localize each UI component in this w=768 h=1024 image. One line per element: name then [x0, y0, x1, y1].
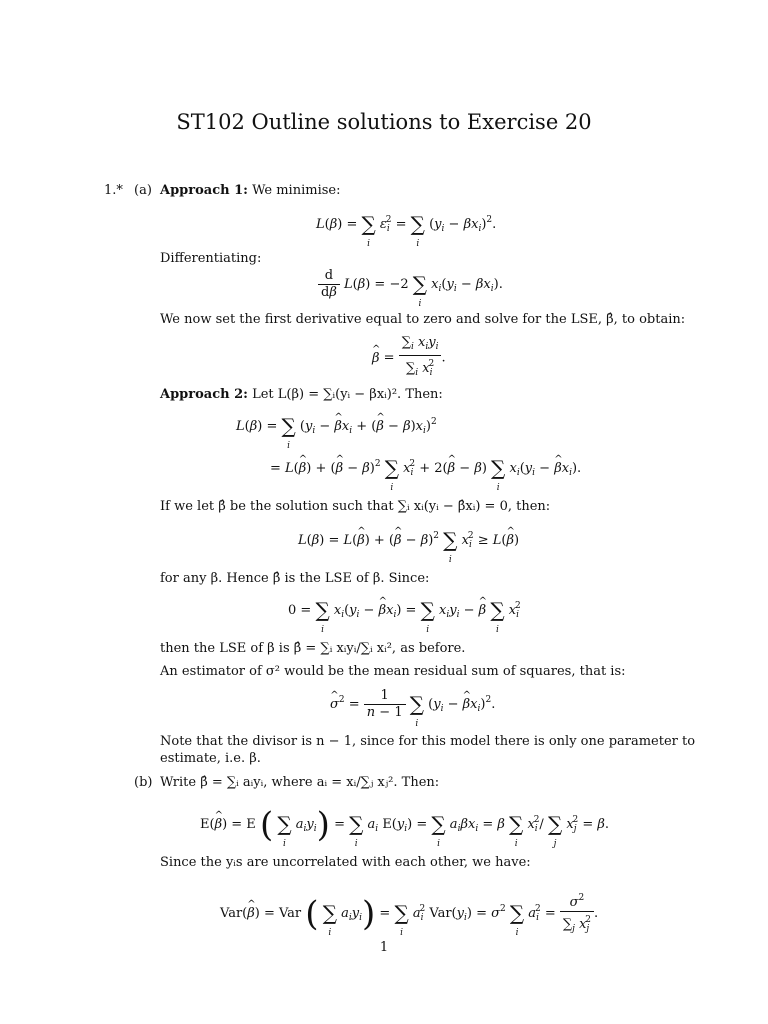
approach1-line [160, 183, 340, 199]
then-lse-text: then the LSE of β is β̂ = ∑ᵢ xᵢyᵢ/∑ᵢ xᵢ², as before. [160, 641, 466, 656]
question-number: 1.* [104, 183, 123, 198]
equation-expectation: E(^ β) = E ( ∑ i $a_iy_i$) = ∑ i $a_i$ $E(y_i)$ = ∑ i $a_i\beta x_i = \beta$ ∑ i $x_i^2/$ ∑ j $x_j^2 = \beta$. [200, 812, 609, 837]
equation-inequality: L(β) = L(^ β) + (^ β − β)$^2$ ∑ i $x_i^2$ ≥ L(^ β) [298, 528, 519, 553]
uncorrelated-text: Since the yᵢs are uncorrelated with each other, we have: [160, 855, 531, 870]
if-we-let-text: If we let β̂ be the solution such that ∑ᵢ xᵢ(yᵢ − β̂xᵢ) = 0, then: [160, 499, 551, 514]
equation-beta-hat: ^ β = $\frac{\sum_i x_iy_i}{\sum_i x_i^2}$ . [372, 335, 446, 381]
equation-variance: Var(^ β) = Var ( ∑ i $a_iy_i$) = ∑ i $a_i^2$ $Var(y_i) = \sigma^2$ ∑ i $a_i^2$ = $\frac{\sigma^2}{\sum_j x_j^2}$ . [220, 890, 598, 937]
page-number: 1 [379, 940, 389, 955]
equation-expansion-1: L(β) = ∑ i ($y_i$ − ^ $\beta x_i$ + (^ $\beta - \beta)x_i)^2$ [236, 414, 437, 439]
for-any-text: for any β. Hence β̂ is the LSE of β. Since: [160, 571, 430, 586]
approach2-intro: Let L(β) = ∑ᵢ(yᵢ − βxᵢ)². Then: [252, 387, 443, 402]
part-a-label: (a) [134, 183, 152, 198]
part-b-label: (b) [134, 775, 153, 790]
approach1-intro: We minimise: [252, 183, 341, 198]
page-title: ST102 Outline solutions to Exercise 20 [176, 110, 592, 134]
equation-derivative: $\frac{d}{d\beta}$ L(β) = −2 ∑ i $x_i(y_i - \beta x_i)$. [318, 268, 503, 301]
approach2-line [160, 387, 443, 403]
differentiating-text: Differentiating: [160, 251, 262, 266]
equation-objective: L(β) = ∑ i $\varepsilon_i^2$ = ∑ i $(y_i - \beta x_i)^2$. [316, 212, 497, 249]
set-derivative-text: We now set the first derivative equal to zero and solve for the LSE, β̂, to obtain: [160, 312, 686, 327]
note-line-2: estimate, i.e. β. [160, 751, 261, 766]
write-beta-text: Write β̂ = ∑ᵢ aᵢyᵢ, where aᵢ = xᵢ/∑ⱼ xⱼ². Then: [160, 775, 440, 790]
note-line-1: Note that the divisor is n − 1, since for this model there is only one parameter to [160, 734, 696, 749]
estimator-sigma-text: An estimator of σ² would be the mean residual sum of squares, that is: [160, 664, 626, 679]
approach1-label: Approach 1: [160, 183, 248, 198]
equation-sigma-hat: ^ $\sigma^2$ = $\frac{1}{n - 1}$ ∑ i ($y_i$ − ^ $\beta x_i)^2$. [330, 688, 495, 721]
equation-normal: 0 = ∑ i $x_i(y_i$ − ^ $\beta x_i$) = ∑ i $x_iy_i$ − ^ β ∑ i $x_i^2$ [288, 598, 521, 623]
equation-expansion-2: = L(^ β) + (^ β − β)$^2$ ∑ i $x_i^2$ + 2(^ β − β) ∑ i $x_i(y_i$ − ^ $\beta x_i$). [270, 456, 581, 481]
approach2-label: Approach 2: [160, 387, 248, 402]
